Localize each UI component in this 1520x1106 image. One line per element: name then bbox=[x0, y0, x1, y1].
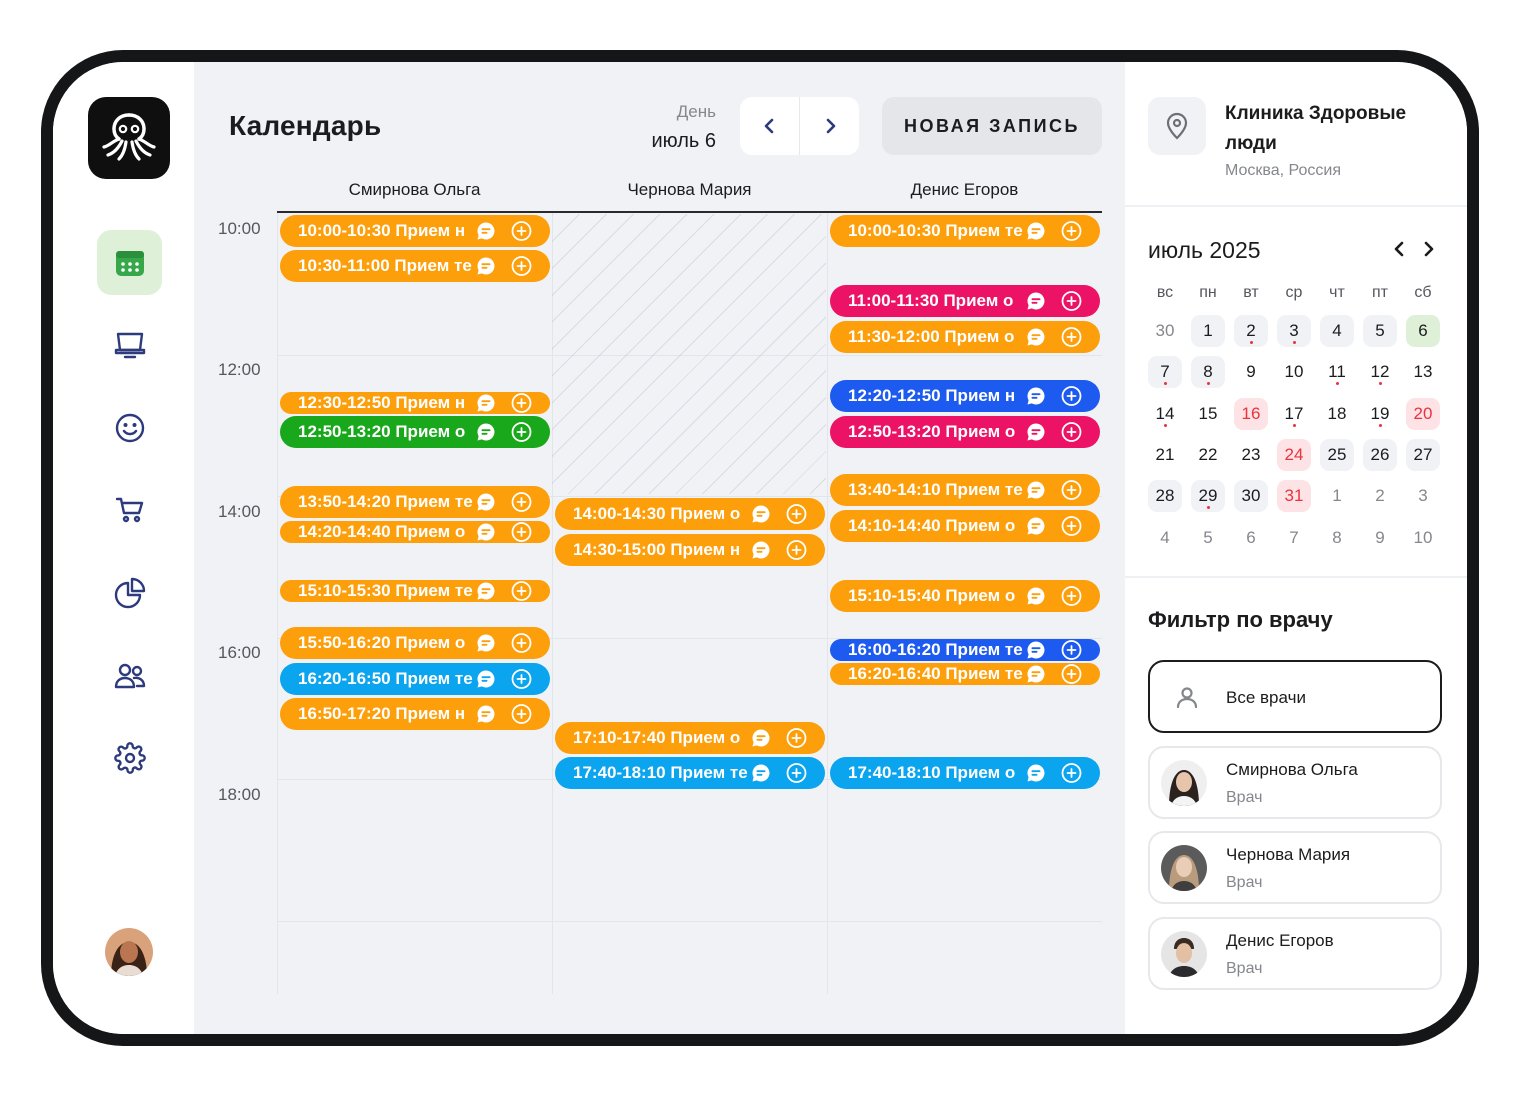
add-icon[interactable] bbox=[511, 422, 532, 443]
calendar-day[interactable]: 7 bbox=[1289, 527, 1299, 547]
add-icon[interactable] bbox=[1061, 664, 1082, 685]
add-icon[interactable] bbox=[1061, 422, 1082, 443]
filter-all-label: Все врачи bbox=[1226, 688, 1306, 707]
appointment-block[interactable] bbox=[555, 534, 825, 566]
comment-icon[interactable] bbox=[1026, 221, 1046, 241]
calendar-day[interactable]: 25 bbox=[1320, 439, 1354, 471]
doctor-name: Чернова Мария bbox=[1226, 845, 1351, 864]
weekday-label: чт bbox=[1329, 284, 1345, 301]
comment-icon[interactable] bbox=[751, 504, 771, 524]
new-appointment-button[interactable]: НОВАЯ ЗАПИСЬ bbox=[882, 97, 1102, 155]
comment-icon[interactable] bbox=[476, 393, 496, 413]
comment-icon[interactable] bbox=[751, 540, 771, 560]
add-icon[interactable] bbox=[786, 504, 807, 525]
add-icon[interactable] bbox=[511, 633, 532, 654]
appointment-block[interactable] bbox=[280, 486, 550, 518]
time-label: 12:00 bbox=[218, 360, 261, 379]
add-icon[interactable] bbox=[1061, 480, 1082, 501]
appointment-label: 17:40-18:10 Прием о bbox=[848, 763, 1016, 782]
appointment-block[interactable] bbox=[280, 698, 550, 730]
comment-icon[interactable] bbox=[1026, 327, 1046, 347]
calendar-day[interactable]: 9 bbox=[1375, 527, 1385, 547]
calendar-day[interactable]: 11 bbox=[1320, 356, 1354, 388]
calendar-day[interactable]: 9 bbox=[1246, 362, 1256, 382]
time-label: 18:00 bbox=[218, 785, 261, 804]
weekday-label: пн bbox=[1199, 284, 1217, 301]
appointment-label: 16:20-16:40 Прием те bbox=[848, 664, 1023, 683]
location-pin-icon bbox=[1165, 112, 1189, 140]
doctor-avatar bbox=[1161, 845, 1207, 891]
appointment-block[interactable] bbox=[555, 757, 825, 789]
add-icon[interactable] bbox=[511, 522, 532, 543]
add-icon[interactable] bbox=[511, 669, 532, 690]
date-navigation bbox=[740, 97, 859, 155]
comment-icon[interactable] bbox=[476, 422, 496, 442]
filter-all-doctors[interactable] bbox=[1148, 660, 1442, 733]
comment-icon[interactable] bbox=[476, 704, 496, 724]
gear-icon bbox=[114, 742, 146, 774]
add-icon[interactable] bbox=[1061, 386, 1082, 407]
appointment-block[interactable] bbox=[830, 215, 1100, 247]
comment-icon[interactable] bbox=[1026, 640, 1046, 660]
calendar-day[interactable]: 12 bbox=[1363, 356, 1397, 388]
monitor-icon bbox=[114, 330, 146, 360]
appointment-label: 12:50-13:20 Прием о bbox=[298, 422, 466, 441]
calendar-day[interactable]: 18 bbox=[1327, 403, 1347, 423]
right-panel bbox=[1125, 62, 1467, 1034]
app-screen bbox=[53, 62, 1467, 1034]
filter-title: Фильтр по врачу bbox=[1148, 607, 1333, 632]
weekday-label: пт bbox=[1372, 284, 1388, 301]
calendar-day[interactable]: 2 bbox=[1234, 315, 1268, 347]
comment-icon[interactable] bbox=[476, 522, 496, 542]
add-icon[interactable] bbox=[511, 221, 532, 242]
time-label: 10:00 bbox=[218, 219, 261, 238]
calendar-day[interactable]: 21 bbox=[1155, 444, 1175, 464]
column-line bbox=[277, 213, 278, 994]
time-label: 16:00 bbox=[218, 643, 261, 662]
add-icon[interactable] bbox=[1061, 291, 1082, 312]
comment-icon[interactable] bbox=[1026, 763, 1046, 783]
appointment-block[interactable] bbox=[830, 416, 1100, 448]
appointment-label: 15:10-15:30 Прием те bbox=[298, 581, 473, 600]
column-line bbox=[827, 213, 828, 994]
appointment-label: 17:10-17:40 Прием о bbox=[573, 728, 741, 747]
appointment-block[interactable] bbox=[830, 510, 1100, 542]
calendar-day[interactable]: 7 bbox=[1148, 356, 1182, 388]
appointment-block[interactable] bbox=[830, 285, 1100, 317]
appointment-block[interactable] bbox=[830, 380, 1100, 412]
comment-icon[interactable] bbox=[1026, 480, 1046, 500]
calendar-day[interactable]: 5 bbox=[1363, 315, 1397, 347]
appointment-block[interactable] bbox=[830, 757, 1100, 789]
column-header-doctor: Смирнова Ольга bbox=[348, 180, 481, 199]
users-icon bbox=[113, 660, 147, 692]
add-icon[interactable] bbox=[786, 763, 807, 784]
appointment-label: 14:20-14:40 Прием о bbox=[298, 522, 466, 541]
calendar-day[interactable]: 5 bbox=[1203, 527, 1213, 547]
calendar-day[interactable]: 8 bbox=[1191, 356, 1225, 388]
nav-reports[interactable] bbox=[97, 560, 162, 625]
sidebar-nav bbox=[53, 62, 194, 1034]
appointment-block[interactable] bbox=[280, 521, 550, 543]
appointment-label: 14:30-15:00 Прием н bbox=[573, 540, 741, 559]
add-icon[interactable] bbox=[786, 728, 807, 749]
current-date: июль 6 bbox=[651, 130, 716, 152]
calendar-day[interactable]: 19 bbox=[1363, 398, 1397, 430]
appointment-block[interactable] bbox=[830, 663, 1100, 685]
cart-icon bbox=[114, 494, 146, 526]
appointment-label: 13:40-14:10 Прием те bbox=[848, 480, 1023, 499]
time-label: 14:00 bbox=[218, 502, 261, 521]
doctor-name: Денис Егоров bbox=[1226, 931, 1334, 950]
nav-settings[interactable] bbox=[97, 725, 162, 790]
page-title: Календарь bbox=[229, 110, 382, 141]
doctor-avatar bbox=[1161, 931, 1207, 977]
calendar-day[interactable]: 4 bbox=[1160, 527, 1170, 547]
appointment-block[interactable] bbox=[830, 580, 1100, 612]
weekday-label: вс bbox=[1156, 284, 1174, 301]
appointment-block[interactable] bbox=[555, 498, 825, 530]
calendar-day[interactable]: 1 bbox=[1332, 486, 1342, 506]
appointment-block[interactable] bbox=[830, 321, 1100, 353]
column-header-doctor: Денис Егоров bbox=[910, 180, 1019, 199]
calendar-day[interactable]: 31 bbox=[1277, 480, 1311, 512]
location-button[interactable] bbox=[1148, 97, 1206, 155]
user-icon bbox=[1174, 684, 1200, 710]
add-icon[interactable] bbox=[786, 540, 807, 561]
filter-doctor-card[interactable] bbox=[1148, 917, 1442, 990]
appointment-block[interactable] bbox=[280, 215, 550, 247]
nav-staff[interactable] bbox=[97, 643, 162, 708]
doctor-role: Врач bbox=[1226, 874, 1263, 891]
add-icon[interactable] bbox=[511, 704, 532, 725]
nav-patients[interactable] bbox=[97, 395, 162, 460]
appointment-block[interactable] bbox=[555, 722, 825, 754]
calendar-day[interactable]: 20 bbox=[1406, 398, 1440, 430]
comment-icon[interactable] bbox=[476, 633, 496, 653]
clinic-city: Москва, Россия bbox=[1225, 162, 1341, 179]
calendar-day[interactable]: 6 bbox=[1246, 527, 1256, 547]
appointment-label: 13:50-14:20 Прием те bbox=[298, 492, 473, 511]
calendar-day[interactable]: 10 bbox=[1284, 362, 1304, 382]
calendar-day[interactable]: 1 bbox=[1191, 315, 1225, 347]
add-icon[interactable] bbox=[511, 393, 532, 414]
pie-chart-icon bbox=[114, 577, 146, 609]
doctor-name: Смирнова Ольга bbox=[1226, 760, 1358, 779]
comment-icon[interactable] bbox=[476, 256, 496, 276]
add-icon[interactable] bbox=[1061, 763, 1082, 784]
appointment-label: 17:40-18:10 Прием те bbox=[573, 763, 748, 782]
add-icon[interactable] bbox=[1061, 586, 1082, 607]
appointment-label: 10:00-10:30 Прием н bbox=[298, 221, 466, 240]
appointment-block[interactable] bbox=[280, 627, 550, 659]
clinic-name: Клиника Здоровые люди bbox=[1225, 103, 1407, 154]
comment-icon[interactable] bbox=[476, 492, 496, 512]
doctor-avatar bbox=[1161, 760, 1207, 806]
chevron-right-icon bbox=[823, 118, 837, 134]
calendar-day[interactable]: 4 bbox=[1320, 315, 1354, 347]
appointment-label: 11:30-12:00 Прием о bbox=[848, 327, 1015, 346]
comment-icon[interactable] bbox=[1026, 516, 1046, 536]
comment-icon[interactable] bbox=[1026, 422, 1046, 442]
calendar-day[interactable]: 22 bbox=[1198, 444, 1218, 464]
view-mode-label[interactable]: День bbox=[676, 102, 716, 121]
panel-divider bbox=[1125, 205, 1467, 207]
calendar-day[interactable]: 6 bbox=[1406, 315, 1440, 347]
appointment-block[interactable] bbox=[280, 392, 550, 414]
calendar-day[interactable]: 30 bbox=[1155, 321, 1175, 340]
calendar-day[interactable]: 3 bbox=[1277, 315, 1311, 347]
appointment-label: 15:10-15:40 Прием о bbox=[848, 586, 1016, 605]
calendar-icon bbox=[115, 249, 145, 277]
calendar-day[interactable]: 26 bbox=[1363, 439, 1397, 471]
add-icon[interactable] bbox=[511, 581, 532, 602]
weekday-label: сб bbox=[1414, 284, 1432, 301]
add-icon[interactable] bbox=[1061, 221, 1082, 242]
add-icon[interactable] bbox=[511, 492, 532, 513]
appointment-label: 12:30-12:50 Прием н bbox=[298, 393, 466, 412]
calendar-day[interactable]: 17 bbox=[1277, 398, 1311, 430]
comment-icon[interactable] bbox=[1026, 386, 1046, 406]
calendar-day[interactable]: 8 bbox=[1332, 527, 1342, 547]
calendar-day[interactable]: 28 bbox=[1148, 480, 1182, 512]
appointment-label: 10:30-11:00 Прием те bbox=[298, 256, 472, 275]
calendar-day[interactable]: 23 bbox=[1241, 444, 1261, 464]
user-avatar[interactable] bbox=[105, 928, 153, 976]
appointment-label: 12:50-13:20 Прием о bbox=[848, 422, 1016, 441]
month-title: июль 2025 bbox=[1148, 237, 1261, 263]
appointment-block[interactable] bbox=[830, 639, 1100, 661]
doctor-role: Врач bbox=[1226, 960, 1263, 977]
comment-icon[interactable] bbox=[476, 581, 496, 601]
column-header-doctor: Чернова Мария bbox=[627, 180, 752, 199]
appointment-label: 10:00-10:30 Прием те bbox=[848, 221, 1023, 240]
appointment-label: 14:10-14:40 Прием о bbox=[848, 516, 1016, 535]
appointment-label: 16:00-16:20 Прием те bbox=[848, 640, 1023, 659]
calendar-day[interactable]: 27 bbox=[1406, 439, 1440, 471]
comment-icon[interactable] bbox=[751, 728, 771, 748]
next-day-button[interactable] bbox=[800, 97, 859, 155]
filter-doctor-card[interactable] bbox=[1148, 746, 1442, 819]
nav-monitor[interactable] bbox=[97, 312, 162, 377]
calendar-day[interactable]: 30 bbox=[1234, 480, 1268, 512]
calendar-day[interactable]: 15 bbox=[1198, 403, 1218, 423]
calendar-day[interactable]: 29 bbox=[1191, 480, 1225, 512]
appointment-block[interactable] bbox=[280, 250, 550, 282]
header-divider bbox=[277, 211, 1102, 213]
prev-day-button[interactable] bbox=[740, 97, 799, 155]
calendar-main bbox=[194, 62, 1125, 1034]
appointment-block[interactable] bbox=[280, 663, 550, 695]
grid-line bbox=[277, 921, 1102, 922]
unavailable-slot bbox=[552, 214, 826, 494]
add-icon[interactable] bbox=[1061, 516, 1082, 537]
comment-icon[interactable] bbox=[751, 763, 771, 783]
calendar-day[interactable]: 2 bbox=[1375, 486, 1385, 506]
comment-icon[interactable] bbox=[1026, 586, 1046, 606]
appointment-block[interactable] bbox=[280, 580, 550, 602]
appointment-block[interactable] bbox=[280, 416, 550, 448]
appointment-label: 16:20-16:50 Прием те bbox=[298, 669, 473, 688]
doctor-role: Врач bbox=[1226, 789, 1263, 806]
smile-icon bbox=[114, 412, 146, 444]
calendar-day[interactable]: 13 bbox=[1413, 362, 1433, 382]
calendar-day[interactable]: 3 bbox=[1418, 486, 1428, 506]
appointment-label: 16:50-17:20 Прием н bbox=[298, 704, 466, 723]
chevron-left-icon bbox=[763, 118, 777, 134]
octopus-logo-icon[interactable] bbox=[88, 97, 170, 179]
comment-icon[interactable] bbox=[476, 221, 496, 241]
appointment-label: 11:00-11:30 Прием о bbox=[848, 291, 1014, 310]
comment-icon[interactable] bbox=[1026, 664, 1046, 684]
weekday-label: ср bbox=[1285, 284, 1303, 301]
calendar-day[interactable]: 10 bbox=[1413, 527, 1433, 547]
nav-calendar[interactable] bbox=[97, 230, 162, 295]
prev-month-icon[interactable] bbox=[1390, 240, 1408, 258]
add-icon[interactable] bbox=[511, 256, 532, 277]
appointment-label: 15:50-16:20 Прием о bbox=[298, 633, 466, 652]
appointment-label: 12:20-12:50 Прием н bbox=[848, 386, 1016, 405]
calendar-day[interactable]: 16 bbox=[1234, 398, 1268, 430]
panel-divider bbox=[1125, 576, 1467, 578]
calendar-day[interactable]: 14 bbox=[1148, 398, 1182, 430]
comment-icon[interactable] bbox=[1026, 291, 1046, 311]
add-icon[interactable] bbox=[1061, 640, 1082, 661]
next-month-icon[interactable] bbox=[1420, 240, 1438, 258]
comment-icon[interactable] bbox=[476, 669, 496, 689]
appointment-block[interactable] bbox=[830, 474, 1100, 506]
add-icon[interactable] bbox=[1061, 327, 1082, 348]
calendar-day[interactable]: 24 bbox=[1277, 439, 1311, 471]
weekday-label: вт bbox=[1243, 284, 1259, 301]
filter-doctor-card[interactable] bbox=[1148, 831, 1442, 904]
nav-shop[interactable] bbox=[97, 477, 162, 542]
appointment-label: 14:00-14:30 Прием о bbox=[573, 504, 741, 523]
